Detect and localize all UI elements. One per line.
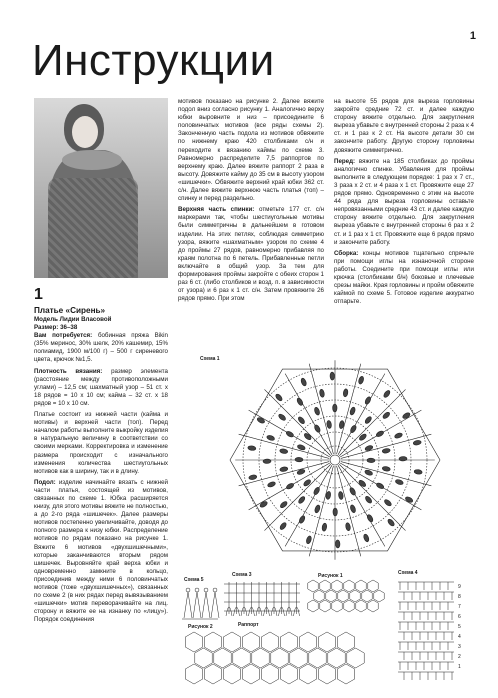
front-text: вяжите на 185 столбиках до проймы аналогично спинке. Убавления для проймы выполните в следующем порядке: 1 раз х 7 ст., 3 раза х 2 ст. и 4 раза х 1 ст. Провяжите еще 27 рядов прямо. Одновременно с этим на высоте 44 ряда для выреза горловины оставьте непровязанными средние 43 ст. и далее каждую сторону вяжите отдельно. Для закругления выреза убавьте с внутренней стороны 6 раз х 2 ст. и 1 раз х 1 ст. Провяжите еще 6 рядов прямо и закончите работу. [334,157,474,246]
svg-text:9: 9 [458,584,461,590]
svg-text:6: 6 [458,614,461,620]
page-title: Инструкции [32,36,275,85]
materials-label: Вам потребуется: [34,332,93,340]
page-number: 1 [469,30,476,42]
front-label: Перед: [334,157,356,165]
figure-2-label: Рисунок 2 [188,624,213,630]
figure-1-label: Рисунок 1 [318,573,343,579]
scheme-5-label: Схема 5 [184,577,204,583]
scheme-1-diagram [190,350,480,570]
scheme-4-diagram [394,576,466,684]
svg-text:7: 7 [458,604,461,610]
model-author: Модель Лидии Власовой [34,316,112,323]
model-name: Платье «Сирень» [34,306,106,315]
size-value: 36–38 [60,324,78,332]
svg-text:4: 4 [458,634,461,640]
top-back-text: отметьте 177 ст. с/н маркерами так, чтобы шестиугольные мотивы были симметричны в дальнейшем в готовом изделии. На этих петлях, соблюдая симметрию узора, вяжите «шахматным» узором по схеме 4 до проймы 27 рядов, равномерно прибавляя по краям полотна по 6 петель. Прибавленные петли включайте в общий узор. За тем для формирования проймы закройте с обеих сторон 1 раз 6 ст. (либо столбиков и возд. п. в зависимости от узора) и 6 раз к 1 ст. с/н. Затем провяжите 26 рядов прямо. При этом [178,206,324,303]
neckline-paragraph: на высоте 55 рядов для выреза горловины закройте средние 72 ст. и далее каждую сторону вяжите отдельно. Для закругления выреза убавьте с внутренней стороны 2 раза к 4 ст. и 1 раз к 2 ст. На высоте детали 30 см закончите работу. Другую сторону горловины довяжите симметрично. [334,98,474,154]
column-3 [334,98,474,309]
rapport-label: Раппорт [238,622,259,628]
svg-text:8: 8 [458,594,461,600]
scheme-3-diagram [222,578,302,620]
top-back-label: Верхняя часть спинки: [178,206,255,214]
figure-1-diagram [305,578,385,618]
assembly-text: концы мотивов тщательно спрячьте при помощи иглы на изнаночной стороне работы. Соедините при помощи иглы или крючка (столбиками б/н) боковые и плечевые срезы майки. Края горловины и пройм обвяжите каймой по схеме 5. Готовое изделие аккуратно отпарьте. [334,249,474,306]
podol-label: Подол: [34,478,56,486]
svg-text:3: 3 [458,644,461,650]
scheme-1-label: Схема 1 [200,356,220,362]
materials-text: бобинная пряжа Bikin (35% меринос, 30% шелк, 20% кашемир, 15% полиамид, 1900 м/100 г) – 500 г сиреневого цвета, крючок №1,5. [34,332,168,364]
density-text: размер элемента (расстояние между противоположными углами) – 12,5 см; шахматный узор – 51 ст. х 18 рядов = 10 х 10 см; кайма – 32 ст. х 18 рядов = 10 х 10 см. [34,367,168,407]
intro-paragraph: Платье состоит из нижней части (кайма и мотивы) и верхней части (топ). Перед началом работы выполните выкройку изделия в натуральную величину в соответствии со своими мерками. Корректировка и изменение размера происходит с изначального изменения количества шестиугольных мотивов как в ширину, так и в длину. [34,411,168,475]
scheme-5-diagram [180,582,220,622]
svg-text:1: 1 [458,664,461,670]
column-1 [34,286,168,627]
scheme-4-label: Схема 4 [398,570,418,576]
figure-2-diagram [180,628,390,692]
skirt-paragraph: мотивов показано на рисунке 2. Далее вяжите подол вниз согласно рисунку 1. Аналогично верху юбки выровните и низ – присоедините 6 половинчатых мотивов (все ряды схемы 2). Законченную часть подола из мотивов обвяжите по нижнему краю 420 столбиками с/н и переходите к вязанию каймы по схеме 3. Равномерно распределите 7,5 раппортов по верхнему краю. Далее вяжите раппорт 2 раза в высоту. Довяжите кайму до 35 см в высоту узором «шишечки». Обвяжите верхний край юбки 362 ст. с/н. Далее вяжите верхнюю часть платья (топ) – спинку и перед раздельно. [178,98,324,203]
scheme-3-label: Схема 3 [232,572,252,578]
podol-text: изделие начинайте вязать с нижней части платья, состоящей из мотивов, связанных по схеме 1. Юбка расширяется книзу, для этого мотивы вяжите не полностью, а до 2-го ряда «шишечек». Далее размеры мотивов постепенно увеличивайте, доводя до полного размера к низу юбки. Распределение мотивов по рядам показано на рисунке 1. Вяжите 6 мотивов «двухшишечными», которые заканчиваются вторым рядом шишечек. Выровняйте край верха юбки и одновременно замкните в кольцо, присоединив между ними 6 половинчатых мотивов (тоже «двухшишечных»), связанных по схеме 2 (в них рядах перед вывязыванием «шишечки» мотив переворачивайте на лиц. сторону и вяжите ее на изнанку по «лицу»). Порядок соединения [34,478,168,624]
size-label: Размер: [34,324,59,332]
assembly-label: Сборка: [334,249,359,257]
model-number: 1 [34,286,43,303]
density-label: Плотность вязания: [34,367,103,375]
svg-text:5: 5 [458,624,461,630]
svg-text:2: 2 [458,654,461,660]
model-photo [34,98,168,278]
column-2 [178,98,324,306]
